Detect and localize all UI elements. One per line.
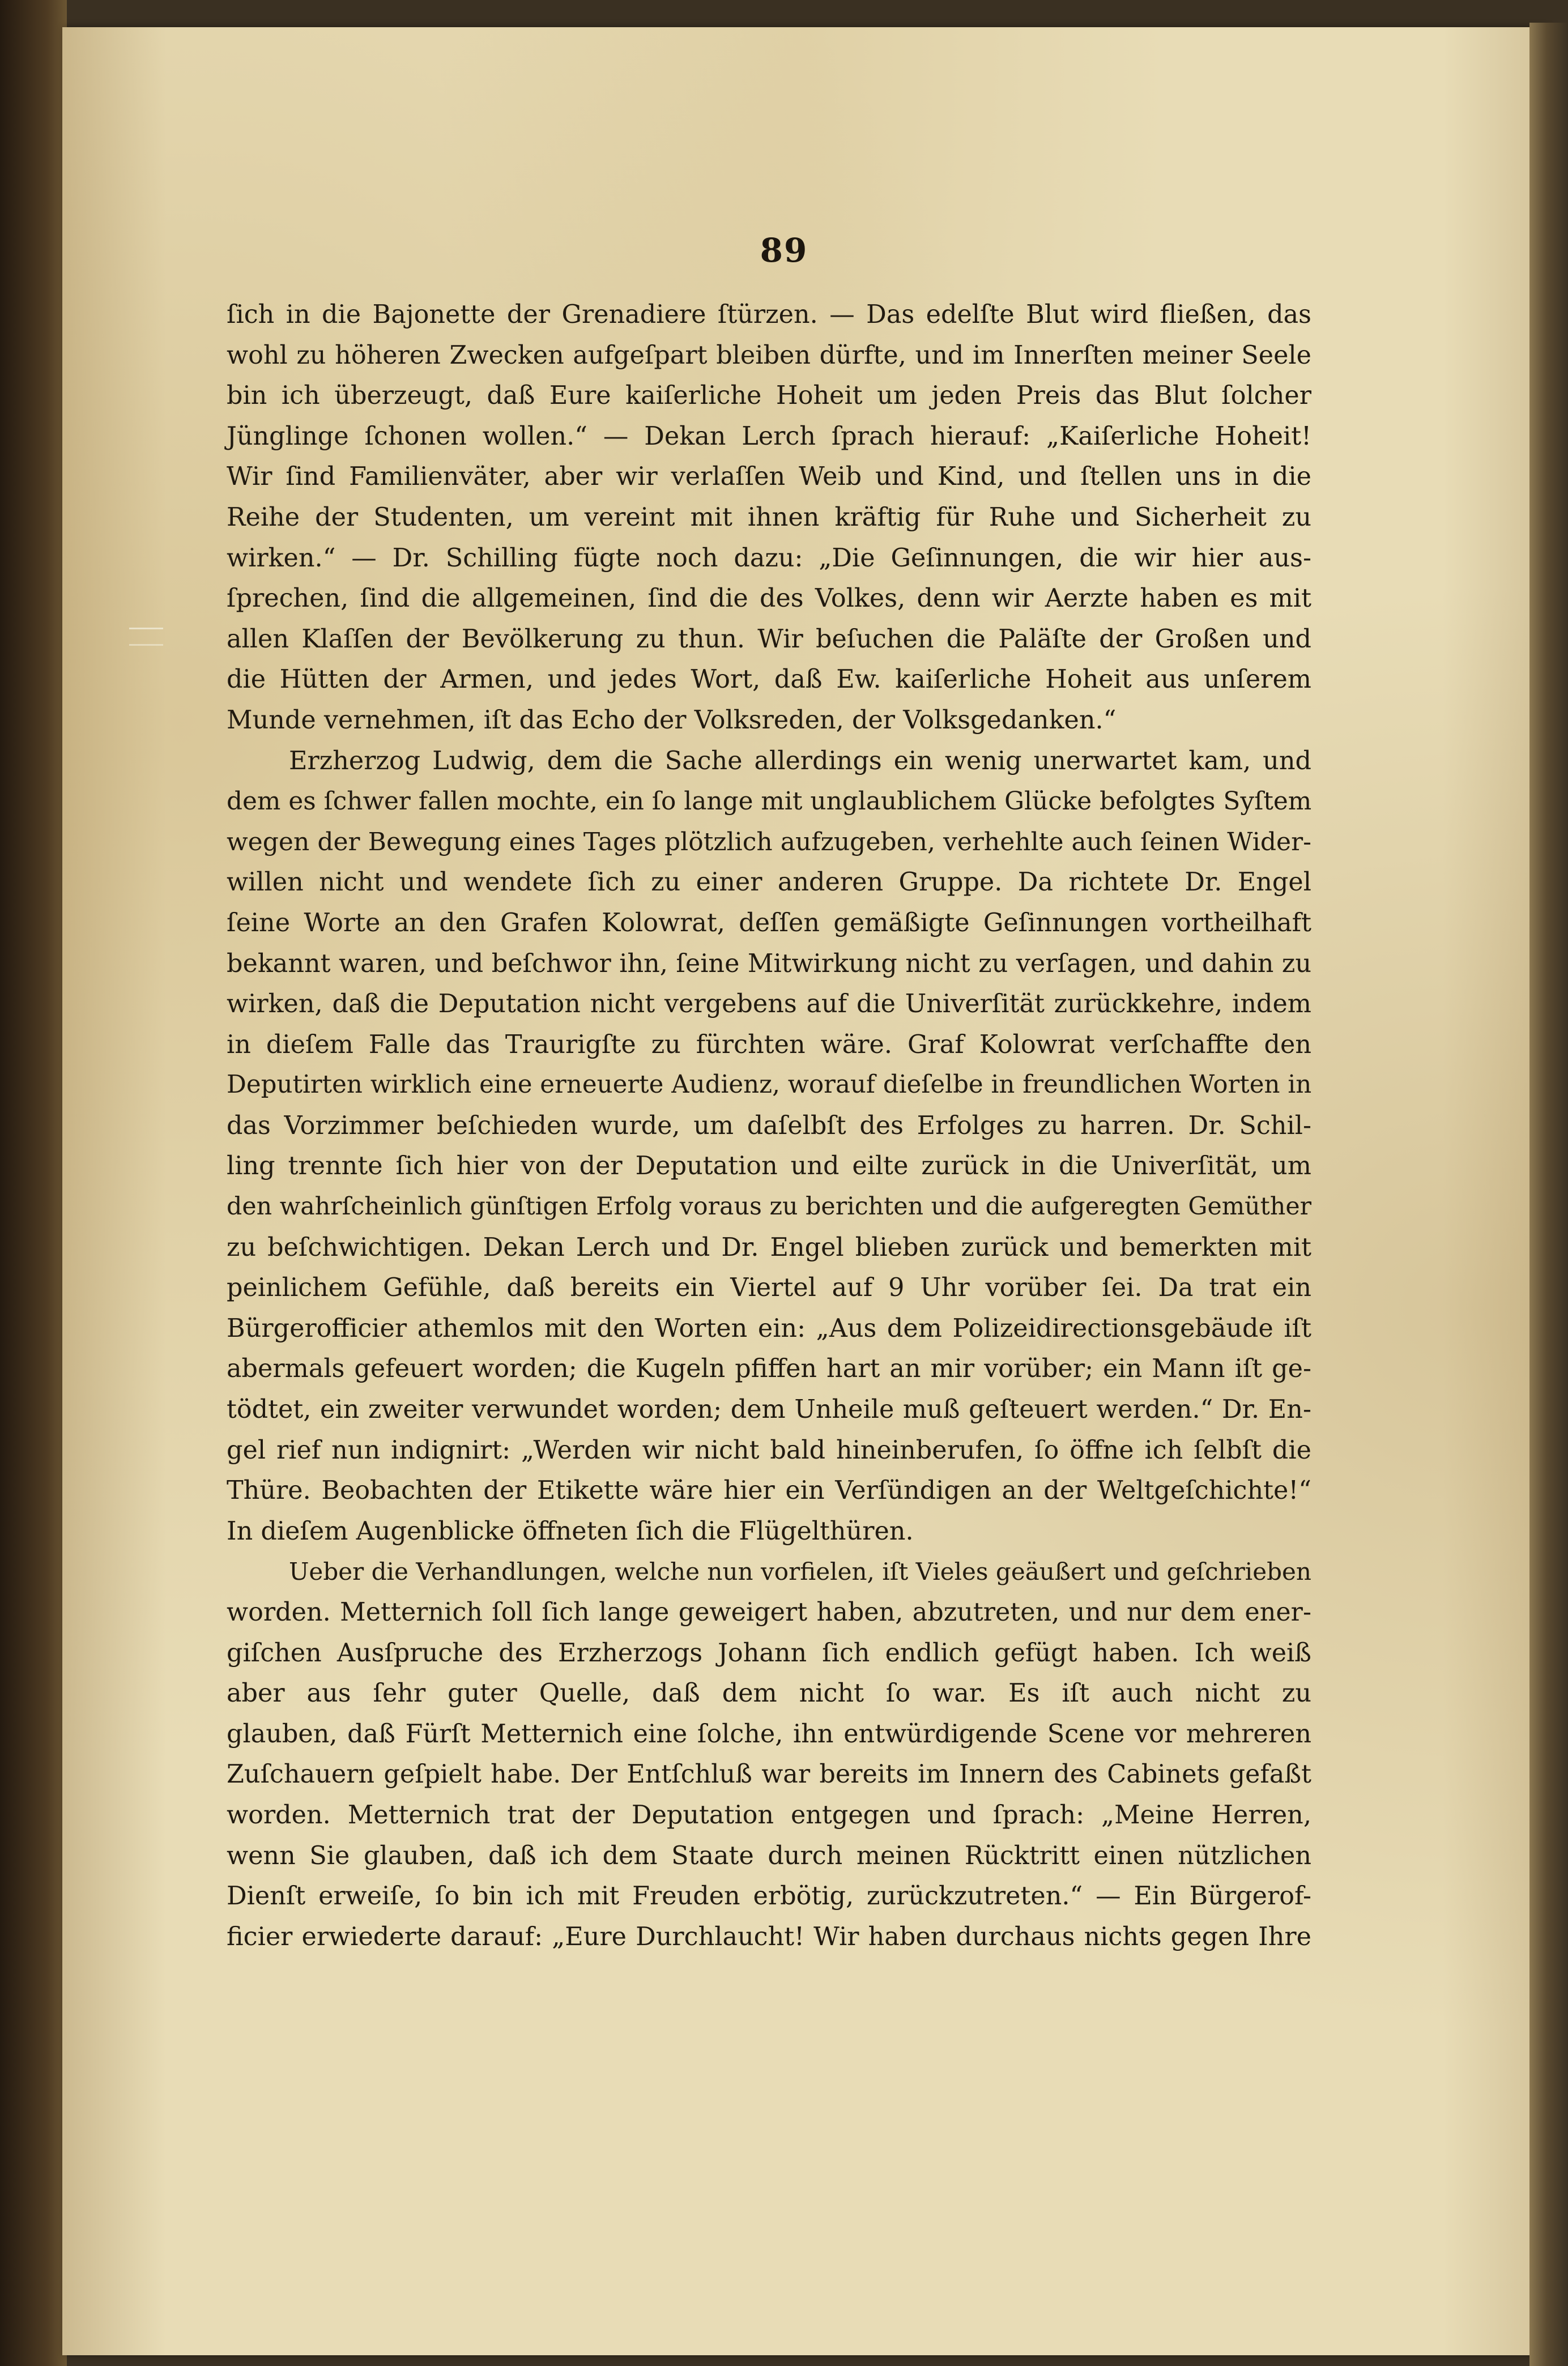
text-line: In dieſem Augenblicke öffneten ſich die Flügelthüren. <box>227 1516 914 1546</box>
text-line: abermals gefeuert worden; die Kugeln pfiffen hart an mir vorüber; ein Mann iſt ge- <box>227 1354 1311 1384</box>
text-line: peinlichem Gefühle, daß bereits ein Viertel auf 9 Uhr vorüber ſei. Da trat ein <box>227 1273 1311 1303</box>
text-line: worden. Metternich trat der Deputation entgegen und ſprach: „Meine Herren, <box>227 1800 1311 1830</box>
text-line: ſeine Worte an den Grafen Kolowrat, deſſen gemäßigte Geſinnungen vortheilhaft <box>227 908 1311 937</box>
text-line: Wir ſind Familienväter, aber wir verlaſſen Weib und Kind, und ſtellen uns in die <box>227 462 1311 492</box>
text-line: gel rief nun indignirt: „Werden wir nicht bald hineinberufen, ſo öffne ich ſelbſt die <box>227 1435 1311 1465</box>
text-line: wirken.“ — Dr. Schilling fügte noch dazu: „Die Geſinnungen, die wir hier aus- <box>227 543 1311 573</box>
text-line: tödtet, ein zweiter verwundet worden; dem Unheile muß geſteuert werden.“ Dr. En- <box>227 1395 1311 1425</box>
paragraph-1 <box>227 295 1311 741</box>
text-line: glauben, daß Fürſt Metternich eine ſolche, ihn entwürdigende Scene vor mehreren <box>227 1719 1311 1749</box>
text-line: wegen der Bewegung eines Tages plötzlich aufzugeben, verhehlte auch ſeinen Wider- <box>227 827 1311 856</box>
paragraph-2 <box>227 741 1311 1552</box>
text-line: wenn Sie glauben, daß ich dem Staate durch meinen Rücktritt einen nützlichen <box>227 1841 1311 1870</box>
text-line: Deputirten wirklich eine erneuerte Audienz, worauf dieſelbe in freundlichen Worten in <box>227 1071 1312 1099</box>
text-line: ſich in die Bajonette der Grenadiere ſtürzen. — Das edelſte Blut wird fließen, das <box>227 300 1311 329</box>
text-line: bin ich überzeugt, daß Eure kaiſerliche Hoheit um jeden Preis das Blut ſolcher <box>227 381 1311 411</box>
book-binding <box>0 0 67 2366</box>
text-line: wohl zu höheren Zwecken aufgeſpart bleiben dürfte, und im Innerſten meiner Seele <box>227 340 1311 370</box>
text-line: in dieſem Falle das Traurigſte zu fürchten wäre. Graf Kolowrat verſchaffte den <box>227 1030 1311 1059</box>
page-edge-shadow <box>1529 23 1568 2366</box>
text-line: Thüre. Beobachten der Etikette wäre hier ein Verſündigen an der Weltgeſchichte!“ <box>227 1476 1311 1506</box>
text-line: ling trennte ſich hier von der Deputation und eilte zurück in die Univerſität, um <box>227 1152 1311 1181</box>
text-line: zu beſchwichtigen. Dekan Lerch und Dr. Engel blieben zurück und bemerkten mit <box>227 1233 1311 1262</box>
page-number: 89 <box>760 231 808 270</box>
text-line: Reihe der Studenten, um vereint mit ihnen kräftig für Ruhe und Sicherheit zu <box>227 502 1311 532</box>
text-line: worden. Metternich ſoll ſich lange geweigert haben, abzutreten, und nur dem ener- <box>227 1598 1311 1627</box>
text-line: bekannt waren, und beſchwor ihn, ſeine Mitwirkung nicht zu verſagen, und dahin zu <box>227 949 1311 978</box>
text-line: Munde vernehmen, iſt das Echo der Volksreden, der Volksgedanken.“ <box>227 705 1117 735</box>
text-line: ficier erwiederte darauf: „Eure Durchlaucht! Wir haben durchaus nichts gegen Ihre <box>227 1922 1311 1951</box>
text-line: Zuſchauern geſpielt habe. Der Entſchluß war bereits im Innern des Cabinets gefaßt <box>227 1760 1311 1789</box>
text-line: ſprechen, ſind die allgemeinen, ſind die des Volkes, denn wir Aerzte haben es mit <box>227 584 1311 613</box>
text-line: wirken, daß die Deputation nicht vergebens auf die Univerſität zurückkehre, indem <box>227 990 1311 1019</box>
text-line: willen nicht und wendete ſich zu einer anderen Gruppe. Da richtete Dr. Engel <box>227 868 1311 897</box>
paragraph-3 <box>227 1551 1311 1957</box>
text-line: den wahrſcheinlich günſtigen Erfolg voraus zu berichten und die aufgeregten Gemüther <box>227 1192 1311 1221</box>
text-line: Ueber die Verhandlungen, welche nun vorfielen, iſt Vieles geäußert und geſchrieben <box>289 1558 1311 1586</box>
text-line: die Hütten der Armen, und jedes Wort, daß Ew. kaiſerliche Hoheit aus unſerem <box>227 665 1311 694</box>
text-line: das Vorzimmer beſchieden wurde, um daſelbſt des Erfolges zu harren. Dr. Schil- <box>227 1111 1311 1140</box>
text-line: allen Klaſſen der Bevölkerung zu thun. Wir beſuchen die Paläſte der Großen und <box>227 624 1311 654</box>
text-line: Erzherzog Ludwig, dem die Sache allerdings ein wenig unerwartet kam, und <box>289 746 1311 775</box>
text-line: Dienſt erweiſe, ſo bin ich mit Freuden erbötig, zurückzutreten.“ — Ein Bürgerof- <box>227 1882 1311 1911</box>
body-text <box>227 295 1311 1957</box>
page-tab-mark <box>129 628 163 646</box>
text-line: Jünglinge ſchonen wollen.“ — Dekan Lerch ſprach hierauf: „Kaiſerliche Hoheit! <box>227 421 1311 451</box>
text-line: Bürgerofficier athemlos mit den Worten ein: „Aus dem Polizeidirectionsgebäude iſt <box>227 1314 1311 1343</box>
text-line: aber aus ſehr guter Quelle, daß dem nicht ſo war. Es iſt auch nicht zu <box>227 1679 1311 1708</box>
text-line: dem es ſchwer fallen mochte, ein ſo lange mit unglaublichem Glücke befolgtes Syſtem <box>227 787 1312 816</box>
text-line: giſchen Ausſpruche des Erzherzogs Johann ſich endlich gefügt haben. Ich weiß <box>227 1638 1311 1668</box>
